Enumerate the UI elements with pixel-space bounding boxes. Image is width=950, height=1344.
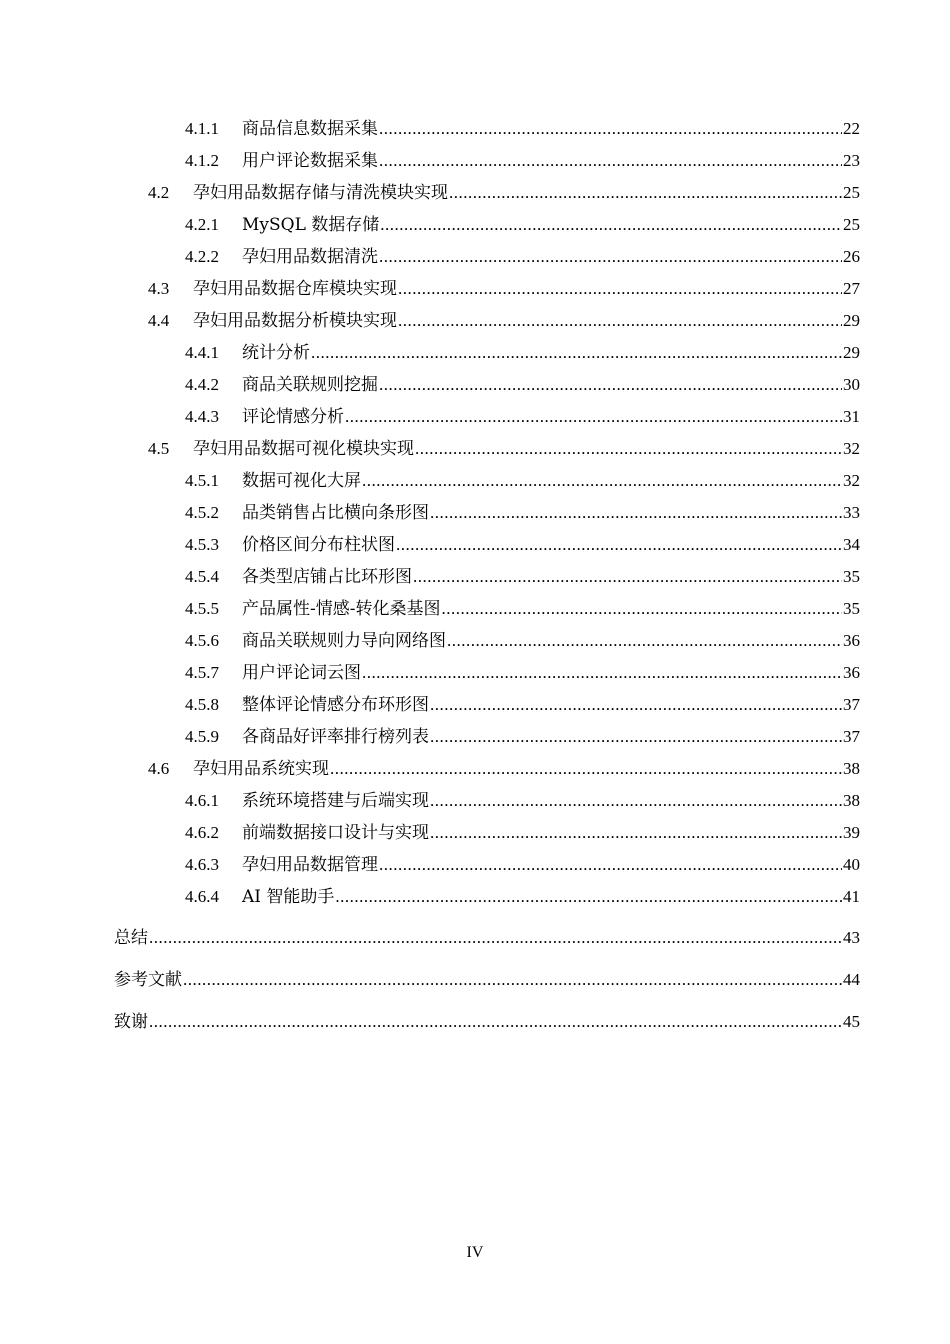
toc-entry-number: 4.5.8: [185, 695, 219, 714]
toc-entry[interactable]: [148, 435, 860, 463]
toc-dot-leader: [362, 659, 842, 687]
toc-entry-page: 45: [843, 1012, 860, 1031]
toc-dot-leader: [449, 179, 842, 207]
toc-entry-number: 4.2.1: [185, 215, 219, 234]
toc-entry[interactable]: [185, 147, 860, 175]
toc-dot-leader: [396, 531, 842, 559]
toc-entry-number: 4.5.2: [185, 503, 219, 522]
toc-entry-number: 4.4.2: [185, 375, 219, 394]
toc-entry[interactable]: [185, 339, 860, 367]
toc-entry[interactable]: [148, 179, 860, 207]
toc-entry-page: 25: [843, 183, 860, 202]
toc-entry[interactable]: [185, 403, 860, 431]
toc-entry-title: 致谢: [114, 1012, 148, 1032]
toc-entry-page: 32: [843, 439, 860, 458]
toc-entry-number: 4.6.3: [185, 855, 219, 874]
toc-dot-leader: [398, 275, 842, 303]
toc-entry-title: 数据可视化大屏: [242, 471, 361, 491]
toc-entry-page: 38: [843, 791, 860, 810]
toc-entry-page: 30: [843, 375, 860, 394]
toc-entry-page: 29: [843, 343, 860, 362]
toc-entry[interactable]: [185, 371, 860, 399]
toc-entry-title: 品类销售占比横向条形图: [242, 503, 429, 523]
toc-entry[interactable]: [148, 275, 860, 303]
toc-entry-title: 孕妇用品数据存储与清洗模块实现: [193, 183, 448, 203]
toc-entry-page: 31: [843, 407, 860, 426]
toc-entry-page: 35: [843, 567, 860, 586]
toc-entry-title: 产品属性-情感-转化桑基图: [242, 599, 441, 619]
toc-entry-page: 43: [843, 928, 860, 947]
toc-entry-title: 孕妇用品数据清洗: [242, 247, 378, 267]
toc-dot-leader: [379, 371, 842, 399]
toc-entry-title: 整体评论情感分布环形图: [242, 695, 429, 715]
toc-entry-title: 孕妇用品数据仓库模块实现: [193, 279, 397, 299]
toc-dot-leader: [379, 243, 842, 271]
toc-dot-leader: [311, 339, 842, 367]
toc-dot-leader: [442, 595, 843, 623]
toc-entry[interactable]: [185, 211, 860, 239]
toc-entry-number: 4.5.4: [185, 567, 219, 586]
toc-dot-leader: [413, 563, 842, 591]
toc-entry-page: 33: [843, 503, 860, 522]
toc-entry-number: 4.4: [148, 311, 170, 330]
toc-entry[interactable]: [148, 755, 860, 783]
toc-entry-number: 4.5.3: [185, 535, 219, 554]
toc-entry-title: 孕妇用品数据分析模块实现: [193, 311, 397, 331]
toc-dot-leader: [335, 883, 842, 911]
toc-entry-number: 4.6.2: [185, 823, 219, 842]
toc-entry[interactable]: [185, 883, 860, 911]
toc-entry-number: 4.2.2: [185, 247, 219, 266]
toc-entry-number: 4.5.6: [185, 631, 219, 650]
toc-dot-leader: [447, 627, 842, 655]
toc-entry[interactable]: [185, 691, 860, 719]
toc-entry[interactable]: [185, 627, 860, 655]
toc-entry[interactable]: [114, 966, 860, 994]
toc-entry-page: 29: [843, 311, 860, 330]
toc-entry-page: 34: [843, 535, 860, 554]
toc-entry-page: 36: [843, 663, 860, 682]
toc-entry-page: 25: [843, 215, 860, 234]
toc-entry-page: 23: [843, 151, 860, 170]
toc-entry-number: 4.6.1: [185, 791, 219, 810]
toc-entry-page: 32: [843, 471, 860, 490]
toc-entry[interactable]: [185, 723, 860, 751]
toc-entry-page: 39: [843, 823, 860, 842]
toc-entry-number: 4.4.3: [185, 407, 219, 426]
toc-entry-page: 40: [843, 855, 860, 874]
toc-entry-title: 总结: [114, 928, 148, 948]
toc-dot-leader: [379, 115, 842, 143]
toc-dot-leader: [415, 435, 842, 463]
toc-entry-title: 商品关联规则力导向网络图: [242, 631, 446, 651]
toc-dot-leader: [183, 966, 842, 994]
toc-entry-title: 用户评论数据采集: [242, 151, 378, 171]
toc-entry-title: 商品关联规则挖掘: [242, 375, 378, 395]
toc-dot-leader: [430, 723, 842, 751]
toc-entry-title: 价格区间分布柱状图: [242, 535, 395, 555]
toc-entry[interactable]: [185, 595, 860, 623]
toc-entry-page: 22: [843, 119, 860, 138]
toc-entry-title: 商品信息数据采集: [242, 119, 378, 139]
toc-entry-title: 前端数据接口设计与实现: [242, 823, 429, 843]
toc-dot-leader: [430, 691, 842, 719]
toc-entry-number: 4.1.1: [185, 119, 219, 138]
toc-entry[interactable]: [185, 787, 860, 815]
toc-entry-number: 4.5.9: [185, 727, 219, 746]
toc-entry-page: 26: [843, 247, 860, 266]
toc-dot-leader: [430, 819, 842, 847]
toc-entry[interactable]: [185, 659, 860, 687]
toc-dot-leader: [430, 499, 842, 527]
toc-entry-page: 41: [843, 887, 860, 906]
toc-dot-leader: [379, 147, 842, 175]
toc-entry-title: 系统环境搭建与后端实现: [242, 791, 429, 811]
toc-entry-page: 36: [843, 631, 860, 650]
toc-entry-number: 4.6.4: [185, 887, 219, 906]
toc-entry-title: 统计分析: [242, 343, 310, 363]
toc-entry-page: 38: [843, 759, 860, 778]
toc-entry-number: 4.5.1: [185, 471, 219, 490]
page-number: IV: [466, 1244, 484, 1261]
toc-entry-number: 4.2: [148, 183, 170, 202]
toc-entry-number: 4.1.2: [185, 151, 219, 170]
toc-entry[interactable]: [185, 563, 860, 591]
toc-entry-title: 孕妇用品系统实现: [193, 759, 329, 779]
toc-entry-title: 孕妇用品数据可视化模块实现: [193, 439, 414, 459]
toc-entry-page: 35: [843, 599, 860, 618]
toc-entry[interactable]: [148, 307, 860, 335]
toc-entry-number: 4.6: [148, 759, 170, 778]
toc-dot-leader: [149, 1008, 842, 1036]
toc-dot-leader: [330, 755, 842, 783]
toc-entry[interactable]: [114, 1008, 860, 1036]
toc-entry[interactable]: [185, 115, 860, 143]
toc-entry-page: 27: [843, 279, 860, 298]
toc-entry-title: 评论情感分析: [242, 407, 344, 427]
toc-entry-number: 4.5.7: [185, 663, 219, 682]
toc-dot-leader: [398, 307, 842, 335]
toc-entry-number: 4.5: [148, 439, 170, 458]
toc-dot-leader: [362, 467, 842, 495]
toc-dot-leader: [345, 403, 842, 431]
toc-entry-number: 4.5.5: [185, 599, 219, 618]
toc-entry[interactable]: [185, 851, 860, 879]
toc-entry-title: MySQL 数据存储: [242, 215, 380, 235]
toc-entry-title: 孕妇用品数据管理: [242, 855, 378, 875]
toc-entry[interactable]: [114, 924, 860, 952]
toc-entry-title: 各类型店铺占比环形图: [242, 567, 412, 587]
toc-entry-page: 44: [843, 970, 860, 989]
toc-entry-number: 4.4.1: [185, 343, 219, 362]
toc-entry-page: 37: [843, 727, 860, 746]
toc-entry-title: 参考文献: [114, 970, 182, 990]
toc-entry[interactable]: [185, 531, 860, 559]
toc-entry[interactable]: [185, 499, 860, 527]
toc-dot-leader: [379, 851, 842, 879]
toc-entry-title: 各商品好评率排行榜列表: [242, 727, 429, 747]
toc-entry-page: 37: [843, 695, 860, 714]
toc-entry[interactable]: [185, 819, 860, 847]
toc-dot-leader: [380, 211, 842, 239]
toc-entry-number: 4.3: [148, 279, 170, 298]
toc-dot-leader: [149, 924, 842, 952]
toc-entry[interactable]: [185, 243, 860, 271]
toc-entry[interactable]: [185, 467, 860, 495]
toc-dot-leader: [430, 787, 842, 815]
toc-entry-title: 用户评论词云图: [242, 663, 361, 683]
toc-entry-title: AI 智能助手: [242, 887, 335, 907]
